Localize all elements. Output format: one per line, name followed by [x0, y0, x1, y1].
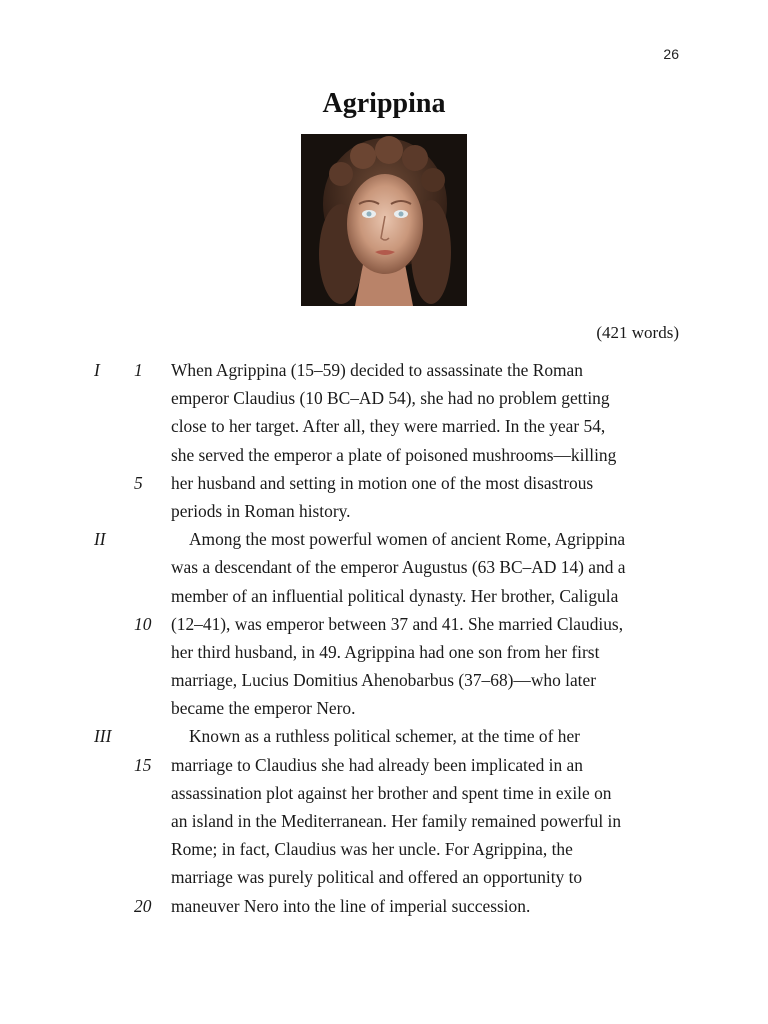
- line-text: emperor Claudius (10 BC–AD 54), she had no problem getting: [171, 388, 610, 409]
- text-line: [0, 525, 768, 553]
- text-line: [0, 694, 768, 722]
- line-text: she served the emperor a plate of poisoned mushrooms—killing: [171, 444, 617, 465]
- text-line: [0, 835, 768, 863]
- line-number: 10: [134, 613, 152, 634]
- line-text: Among the most powerful women of ancient Rome, Agrippina: [189, 529, 626, 550]
- text-line: [0, 441, 768, 469]
- text-line: [0, 497, 768, 525]
- paragraph-number: I: [94, 360, 100, 380]
- line-text: her husband and setting in motion one of the most disastrous: [171, 472, 594, 493]
- line-text: Known as a ruthless political schemer, at the time of her: [189, 726, 580, 747]
- text-line: [0, 469, 768, 497]
- line-number: 20: [134, 895, 152, 916]
- article-text: [0, 356, 768, 920]
- line-text: marriage to Claudius she had already been implicated in an: [171, 754, 583, 775]
- line-text: became the emperor Nero.: [171, 698, 356, 719]
- text-line: [0, 722, 768, 750]
- line-number: 15: [134, 754, 152, 775]
- line-text: (12–41), was emperor between 37 and 41. She married Claudius,: [171, 613, 624, 634]
- text-line: [0, 666, 768, 694]
- line-text: her third husband, in 49. Agrippina had one son from her first: [171, 641, 600, 662]
- text-line: [0, 412, 768, 440]
- line-text: maneuver Nero into the line of imperial succession.: [171, 895, 531, 916]
- line-text: assassination plot against her brother and spent time in exile on: [171, 782, 612, 803]
- text-line: [0, 863, 768, 891]
- text-line: [0, 610, 768, 638]
- line-text: Rome; in fact, Claudius was her uncle. For Agrippina, the: [171, 839, 573, 860]
- line-text: member of an influential political dynasty. Her brother, Caligula: [171, 585, 619, 606]
- line-text: periods in Roman history.: [171, 500, 351, 521]
- line-number: 1: [134, 360, 143, 380]
- text-line: [0, 638, 768, 666]
- text-line: [0, 582, 768, 610]
- word-count: (421 words): [596, 323, 679, 342]
- bust-portrait-icon: [301, 134, 467, 306]
- paragraph-number: III: [94, 726, 112, 747]
- text-line: [0, 751, 768, 779]
- portrait-image: [301, 134, 467, 306]
- text-line: [0, 892, 768, 920]
- page-number: 26: [663, 46, 679, 62]
- line-text: marriage was purely political and offered an opportunity to: [171, 867, 583, 888]
- line-number: 5: [134, 472, 143, 493]
- line-text: When Agrippina (15–59) decided to assassinate the Roman: [171, 360, 583, 380]
- text-line: [0, 384, 768, 412]
- line-text: was a descendant of the emperor Augustus (63 BC–AD 14) and a: [171, 557, 626, 578]
- text-line: [0, 356, 768, 384]
- page-title: Agrippina: [322, 88, 446, 119]
- paragraph-number: II: [94, 529, 106, 550]
- text-line: [0, 553, 768, 581]
- line-text: marriage, Lucius Domitius Ahenobarbus (37–68)—who later: [171, 670, 597, 691]
- line-text: an island in the Mediterranean. Her family remained powerful in: [171, 811, 622, 831]
- text-line: [0, 779, 768, 807]
- line-text: close to her target. After all, they were married. In the year 54,: [171, 416, 606, 437]
- text-line: [0, 807, 768, 835]
